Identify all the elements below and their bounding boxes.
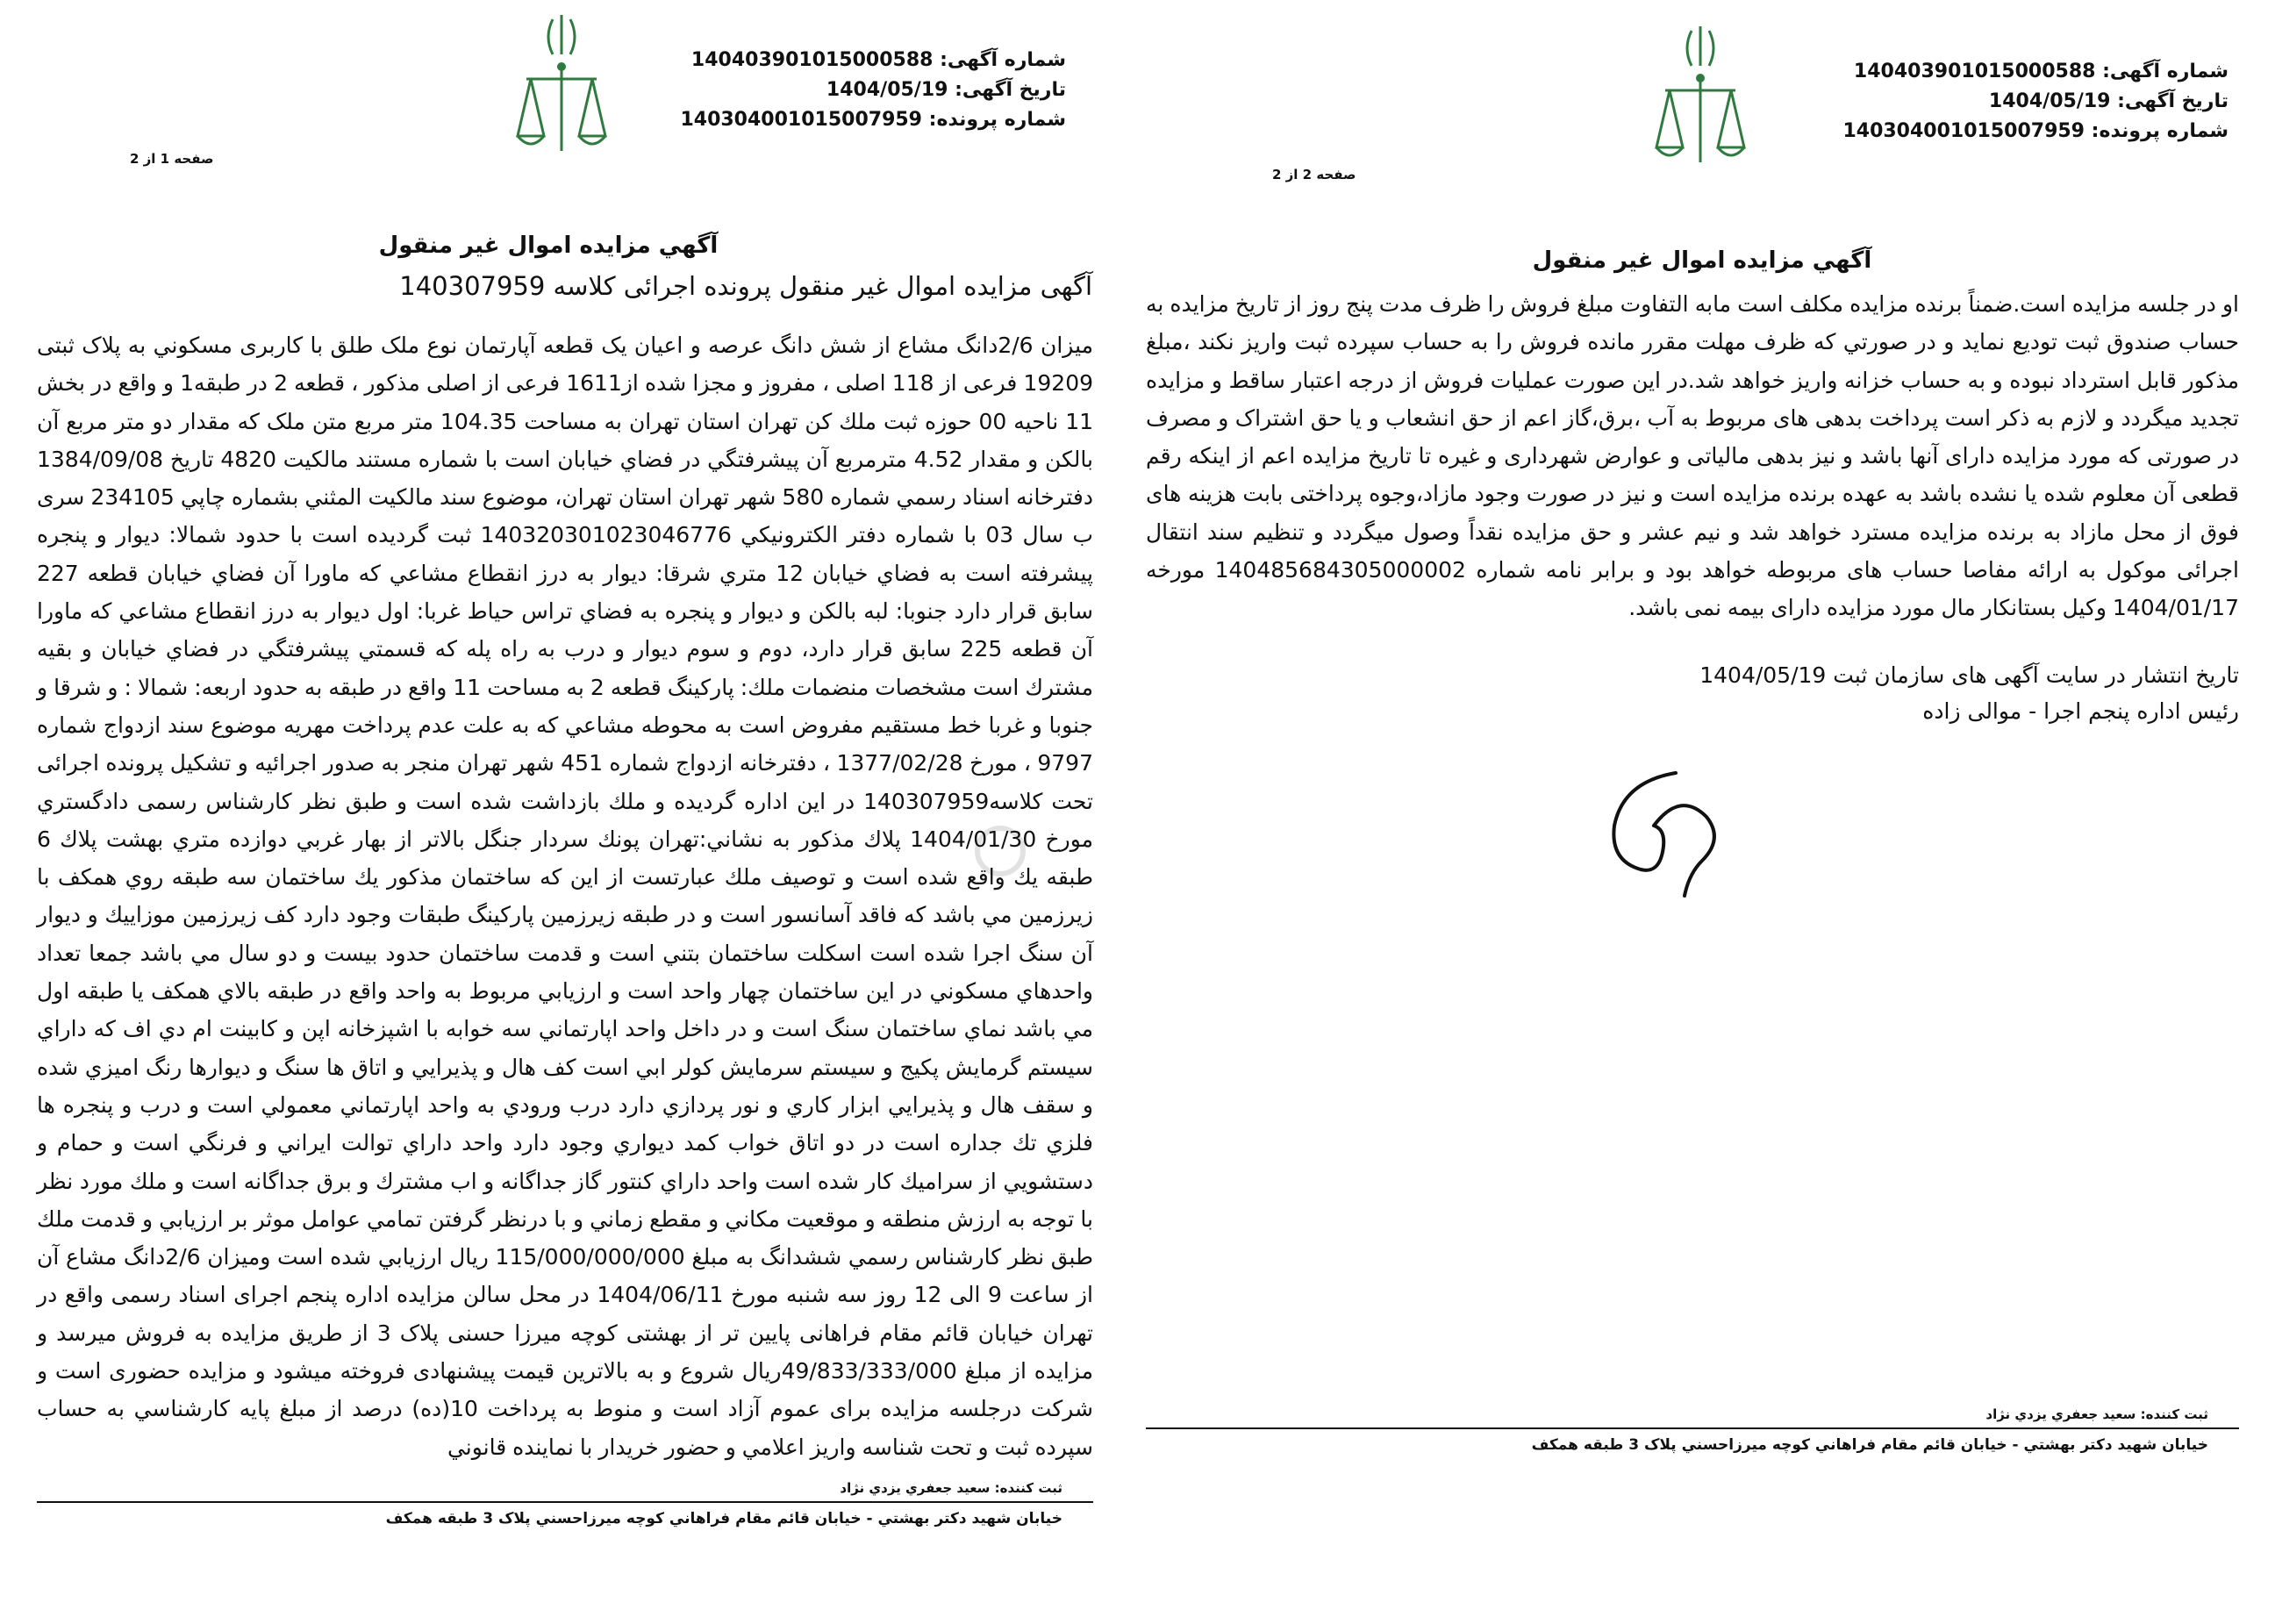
page-1 [0, 0, 1136, 1624]
page-1-content [37, 326, 1093, 1556]
case-number: شماره پرونده: 140304001015007959 [680, 109, 1066, 131]
notice-body: میزان 2/6دانگ مشاع از شش دانگ عرصه و اعیان یک قطعه آپارتمان نوع ملک طلق با کاربری مسکوني به پلاک ثبتی 19209 فرعی از 118 اصلی ، مفروز و مجزا شده از1611 فرعی از اصلی مذکور ، قطعه 2 در طبقه1 و واقع در بخش 11 ناحیه 00 حوزه ثبت ملك کن تهران استان تهران به مساحت 104.35 متر مربع متن ملک که مقدار دو متر مربع آن بالکن و مقدار 4.52 مترمربع آن پیشرفتگي در فضاي خيابان است با شماره مستند مالکیت 4820 تاریخ 1384/09/08 دفترخانه اسناد رسمي شماره 580 شهر تهران استان تهران، موضوع سند مالكيت المثني بشماره چاپي 234105 سری ب سال 03 با شماره دفتر الكترونيكي 140320301023046776 ثبت گرديده است با حدود شمالا: ديوار و پنجره پيشرفته است به فضاي خيابان 12 متري شرقا: ديوار به درز انقطاع مشاعي كه ماورا آن فضاي خيابان قطعه 227 سابق قرار دارد جنوبا: لبه بالكن و ديوار و پنجره به فضاي تراس حياط غربا: اول ديوار به درز انقطاع مشاعي كه ماورا آن قطعه 225 سابق قرار دارد، دوم و سوم ديوار و درب به راه پله كه قسمتي پيشرفتگي در فضاي خيابان و بقيه مشترك است مشخصات منضمات ملك: پاركينگ قطعه 2 به مساحت 11 واقع در طبقه به حدود اربعه: شمالا : و شرقا و جنوبا و غربا خط مستقيم مفروض است به محوطه مشاعي كه به علت عدم پرداخت مهريه موضوع سند ازدواج شماره 9797 ، مورخ 1377/02/28 ، دفترخانه ازدواج شماره 451 شهر تهران منجر به صدور اجرائيه و تشكيل پرونده اجرائی تحت كلاسه140307959 در اين اداره گرديده و ملك بازداشت شده است و طبق نظر كارشناس رسمی دادگستري مورخ 1404/01/30 پلاك مذكور به نشاني:تهران پونك سردار جنگل بالاتر از بهار غربي دوازده متري بهشت پلاك 6 طبقه يك واقع شده است و توصيف ملك عبارتست از اين كه ساختمان مذكور يك ساختمان سه طبقه روي همكف با زيرزمين مي باشد كه فاقد آسانسور است و در طبقه زيرزمين پاركينگ طبقات وجود دارد كف زيرزمين موزاييك و ديوار آن سنگ اجرا شده است اسكلت ساختمان بتني است و قدمت ساختمان حدود بيست و دو سال مي باشد جمعا تعداد واحدهاي مسكوني در اين ساختمان چهار واحد است و ارزيابي مربوط به واحد واقع در طبقه بالاي همكف يا طبقه اول مي باشد نماي ساختمان سنگ است و در داخل واحد اپارتماني سه خوابه با اشپزخانه اپن و كابينت ام دي اف كه داراي سيستم گرمايش پكيج و سيستم سرمايش كولر ابي است كف هال و پذيرايي و اتاق ها سنگ و ديوارها رنگ اميزي شده و سقف هال و پذيرايي ابزار كاري و نور پردازي دارد درب ورودي به واحد اپارتماني معمولي است و درب و پنجره ها فلزي تك جداره است در دو اتاق خواب كمد ديواري وجود دارد واحد داراي توالت ايراني و فرنگي است و حمام و دستشويي از سراميك كار شده است واحد داراي كنتور گاز جداگانه و اب مشترك و برق جداگانه است و ملك مورد نظر با توجه به ارزش منطقه و موقعيت مكاني و مقطع زماني و با درنظر گرفتن تمامي عوامل موثر بر ارزيابي و قدمت ملك طبق نظر كارشناس رسمي ششدانگ به مبلغ 115/000/000/000 ريال ارزيابي شده است وميزان 2/6دانگ مشاع آن از ساعت 9 الی 12 روز سه شنبه مورخ 1404/06/11 در محل سالن مزايده اداره پنجم اجرای اسناد رسمی واقع در تهران خيابان قائم مقام فراهانی پايين تر از بهشتی كوچه ميرزا حسنی پلاک 3 از طريق مزايده به فروش ميرسد و مزايده از مبلغ 49/833/333/000ريال شروع و به بالاترين قيمت پيشنهادی فروخته ميشود و مزايده حضوری است و شركت درجلسه مزايده برای عموم آزاد است و منوط به پرداخت 10(ده) درصد از مبلغ پايه كارشناسي به حساب سپرده ثبت و تحت شناسه واريز اعلامي و حضور خريدار با نماينده قانوني [37, 333, 1094, 1460]
judiciary-logo-icon [1643, 22, 1757, 224]
ad-date: تاریخ آگهی: 1404/05/19 [826, 79, 1066, 101]
ad-header [680, 46, 1066, 135]
registrar: ثبت کننده: سعید جعفري يزدي نژاد [1985, 1406, 2208, 1422]
page-number: صفحه 1 از 2 [130, 151, 214, 167]
page-number: صفحه 2 از 2 [1272, 167, 1356, 182]
ad-header [1842, 57, 2228, 147]
page-2 [1139, 0, 2275, 1624]
footer-address: خيابان شهيد دكتر بهشتي - خيابان قائم مقام فراهاني كوچه ميرزاحسني پلاک 3 طبقه همكف [385, 1509, 1062, 1527]
notice-title: آگهي مزايده اموال غير منقول [1532, 247, 1872, 274]
judiciary-logo-icon [504, 11, 619, 212]
page-2-content [1146, 285, 2239, 1482]
notice-body: او در جلسه مزايده است.ضمناً برنده مزايده مكلف است مابه التفاوت مبلغ فروش را ظرف مدت پنج روز از تاريخ مزايده به حساب صندوق ثبت توديع نمايد و در صورتي كه ظرف مهلت مقرر مانده فروش را به حساب سپرده ثبت واريز نكند ،مبلغ مذكور قابل استرداد نبوده و به حساب خزانه واريز خواهد شد.در اين صورت عمليات فروش از درجه اعتبار ساقط و مزايده تجديد ميگردد و لازم به ذكر است پرداخت بدهی های مربوط به آب ،برق،گاز اعم از حق انشعاب و يا حق اشتراک و مصرف در صورتی كه مورد مزايده دارای آنها باشد و نيز بدهی مالياتی و عوارض شهرداری و غيره تا تاريخ مزايده اعم از اينكه رقم قطعی آن معلوم شده يا نشده باشد به عهده برنده مزايده است و نيز در صورت وجود مازاد،وجوه پرداختی بابت هزينه های فوق از محل مازاد به برنده مزايده مسترد خواهد شد و نيم عشر و حق مزايده نقداً وصول ميگردد و تنظيم سند انتقال اجرائی موكول به ارائه مفاصا حساب های مربوطه خواهد بود و برابر نامه شماره 140485684305000002 مورخه 1404/01/17 وكيل بستانكار مال مورد مزايده دارای بيمه نمی باشد. [1146, 291, 2239, 621]
footer-divider [37, 1501, 1093, 1503]
case-number: شماره پرونده: 140304001015007959 [1842, 120, 2228, 142]
notice-subtitle: آگهی مزایده اموال غیر منقول پرونده اجرائی کلاسه 140307959 [399, 271, 1092, 301]
ad-number: شماره آگهی: 140403901015000588 [1853, 61, 2228, 82]
page-footer [1146, 1405, 2239, 1482]
publish-date: تاريخ انتشار در سايت آگهی های سازمان ثبت 1404/05/19 [1699, 662, 2239, 688]
footer-divider [1146, 1427, 2239, 1429]
registrar: ثبت کننده: سعید جعفري يزدي نژاد [840, 1479, 1062, 1496]
footer-address: خيابان شهيد دكتر بهشتي - خيابان قائم مقام فراهاني كوچه ميرزاحسني پلاک 3 طبقه همكف [1531, 1435, 2208, 1454]
ad-date: تاریخ آگهی: 1404/05/19 [1988, 90, 2228, 112]
ad-number: شماره آگهی: 140403901015000588 [690, 49, 1066, 71]
page-footer [37, 1478, 1093, 1556]
signature-icon [1570, 755, 1763, 913]
notice-title: آگهي مزايده اموال غير منقول [378, 233, 719, 259]
signatory: رئيس اداره پنجم اجرا - موالی زاده [1922, 698, 2239, 724]
